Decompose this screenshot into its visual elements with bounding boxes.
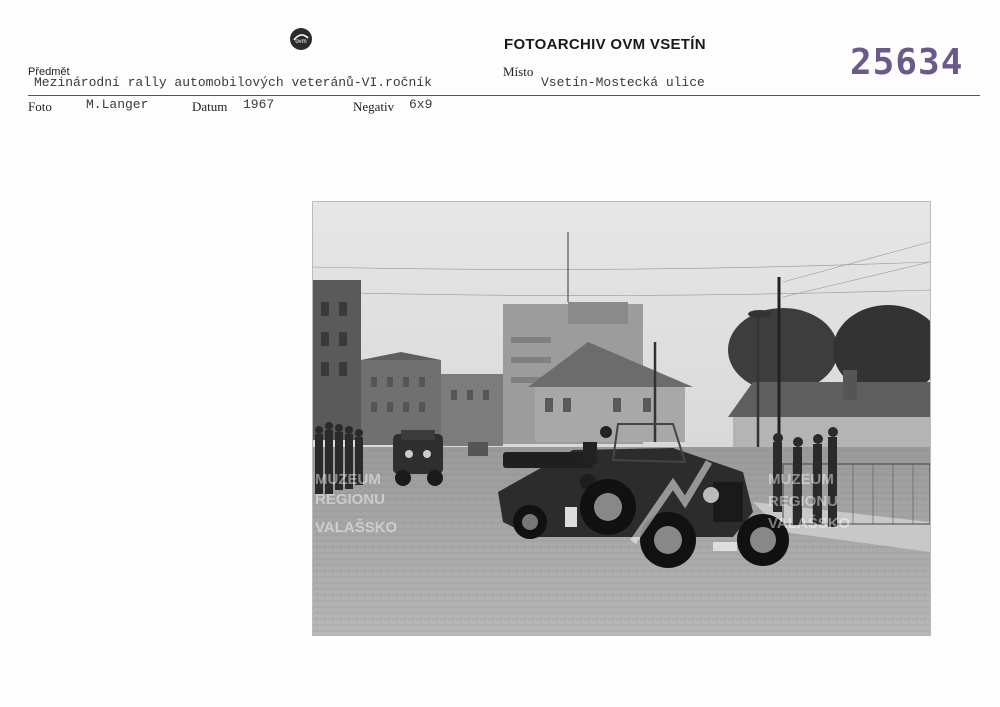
date-value: 1967 xyxy=(243,97,275,112)
record-number: 25634 xyxy=(850,42,964,83)
background-building-2 xyxy=(441,374,503,446)
photographer-value: M.Langer xyxy=(86,97,149,112)
street-scene-photo xyxy=(313,202,930,635)
negative-value: 6x9 xyxy=(409,97,433,112)
place-label: Místo xyxy=(503,64,534,79)
logo-text: ovm xyxy=(295,39,307,45)
left-building xyxy=(313,280,361,440)
svg-text:VALAŠSKO: VALAŠSKO xyxy=(315,519,398,536)
svg-text:REGIONU: REGIONU xyxy=(315,491,386,508)
svg-text:VALAŠSKO: VALAŠSKO xyxy=(768,515,851,532)
subject-label: Předmět xyxy=(28,66,70,78)
photographer-label: Foto xyxy=(28,99,52,114)
svg-text:MUZEUM: MUZEUM xyxy=(768,471,834,488)
tree-right-1 xyxy=(728,308,838,392)
negative-label: Negativ xyxy=(353,99,395,114)
archive-title: FOTOARCHIV OVM VSETÍN xyxy=(504,36,706,53)
date-label: Datum xyxy=(192,99,228,114)
svg-text:REGIONU: REGIONU xyxy=(768,493,839,510)
archival-photograph xyxy=(313,202,930,635)
subject-value: Mezinárodní rally automobilových veteránů-VI.ročník xyxy=(34,75,432,90)
place-value: Vsetín-Mostecká ulice xyxy=(541,75,705,90)
svg-text:MUZEUM: MUZEUM xyxy=(315,471,381,488)
header-rule xyxy=(28,95,980,96)
museum-logo-icon xyxy=(289,27,313,51)
